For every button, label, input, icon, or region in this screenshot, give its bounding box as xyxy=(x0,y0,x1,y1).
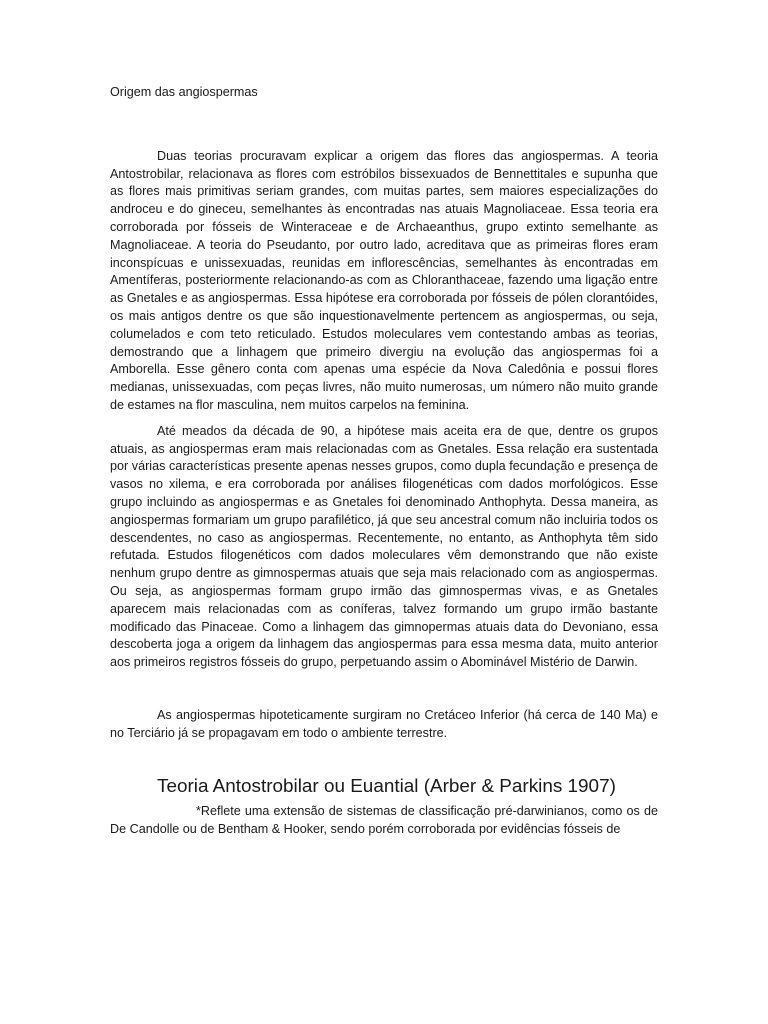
paragraph-origin-theories: Duas teorias procuravam explicar a origem das flores das angiospermas. A teoria Antostrobilar, relacionava as flores com estróbilos bissexuados de Bennettitales e supunha que as flores mais primitivas seriam grandes, com muitas partes, sem maiores especializações do androceu e do gineceu, semelhantes às encontradas nas atuais Magnoliaceae. Essa teoria era corroborada por fósseis de Winteraceae e de Archaeanthus, grupo extinto semelhante as Magnoliaceae. A teoria do Pseudanto, por outro lado, acreditava que as primeiras flores eram inconspícuas e unissexuadas, reunidas em inflorescências, semelhantes às encontradas em Amentíferas, posteriormente relacionando-as com as Chloranthaceae, fazendo uma ligação entre as Gnetales e as angiospermas. Essa hipótese era corroborada por fósseis de pólen clorantóides, os mais antigos dentre os que são inquestionavelmente pertencem as angiospermas, ou seja, columelados e com teto reticulado. Estudos moleculares vem contestando ambas as teorias, demostrando que a linhagem que primeiro divergiu na evolução das angiospermas foi a Amborella. Esse gênero conta com apenas uma espécie da Nova Caledônia e possui flores medianas, unissexuadas, com peças livres, não muito numerosas, um número não muito grande de estames na flor masculina, nem muitos carpelos na feminina. xyxy=(110,148,658,412)
paragraph-cretaceous: As angiospermas hipoteticamente surgiram no Cretáceo Inferior (há cerca de 140 Ma) e no Terciário já se propagavam em todo o ambiente terrestre. xyxy=(110,707,658,740)
document-page xyxy=(110,84,658,839)
document-title: Origem das angiospermas xyxy=(110,85,258,99)
paragraph-anthophyta: Até meados da década de 90, a hipótese mais aceita era de que, dentre os grupos atuais, as angiospermas eram mais relacionadas com as Gnetales. Essa relação era sustentada por várias características presente apenas nesses grupos, como dupla fecundação e presença de vasos no xilema, e era corroborada por análises filogenéticas com dados morfológicos. Esse grupo incluindo as angiospermas e as Gnetales foi denominado Anthophyta. Dessa maneira, as angiospermas formariam um grupo parafilético, já que seu ancestral comum não incluiria todos os descendentes, no caso as angiospermas. Recentemente, no entanto, as Anthophyta têm sido refutada. Estudos filogenéticos com dados moleculares vêm demonstrando que não existe nenhum grupo dentre as gimnospermas atuais que seja mais relacionado com as angiospermas. Ou seja, as angiospermas formam grupo irmão das gimnospermas vivas, e as Gnetales aparecem mais relacionadas com as coníferas, talvez formando um grupo irmão bastante modificado das Pinaceae. Como a linhagem das gimnopermas atuais data do Devoniano, essa descoberta joga a origem da linhagem das angiospermas para essa mesma data, muito anterior aos primeiros registros fósseis do grupo, perpetuando assim o Abominável Mistério de Darwin. xyxy=(110,423,658,670)
section-subtitle: Teoria Antostrobilar ou Euantial (Arber & Parkins 1907) xyxy=(157,775,616,797)
paragraph-antostrobilar: *Reflete uma extensão de sistemas de classificação pré-darwinianos, como os de De Candolle ou de Bentham & Hooker, sendo porém corroborada por evidências fósseis de xyxy=(110,804,658,837)
